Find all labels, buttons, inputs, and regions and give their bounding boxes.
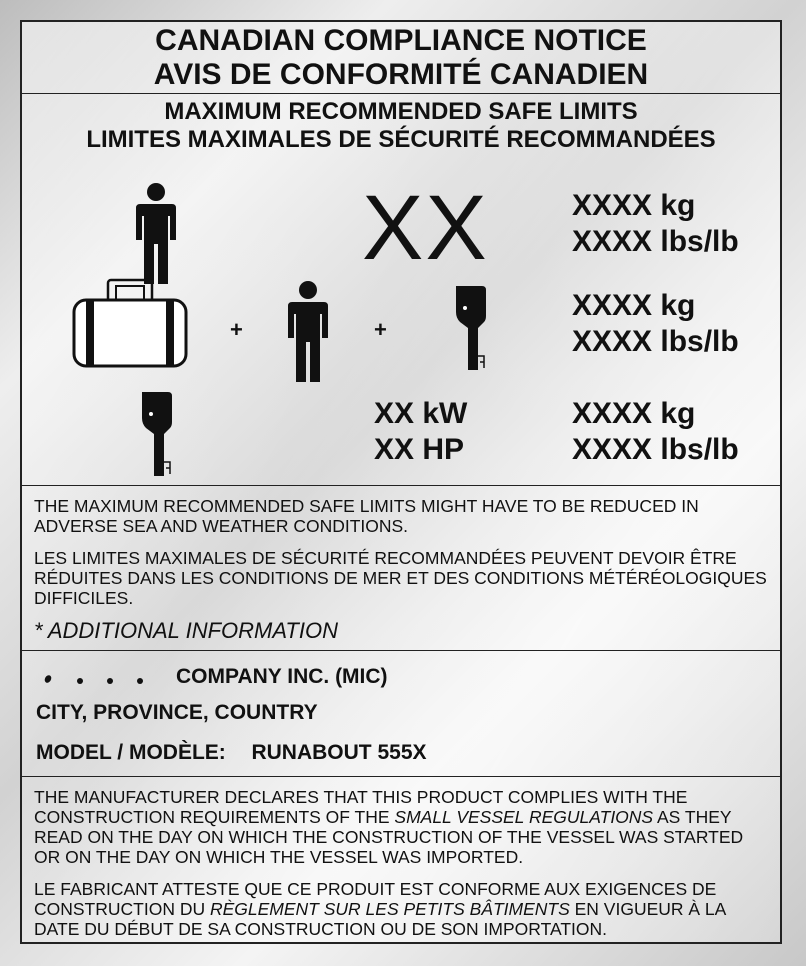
notes-section bbox=[22, 486, 780, 651]
limits-heading-english: MAXIMUM RECOMMENDED SAFE LIMITS bbox=[164, 98, 638, 125]
compliance-plate bbox=[20, 20, 782, 944]
company-logo-dots bbox=[38, 665, 148, 687]
title-section bbox=[22, 22, 780, 94]
persons-weight-lbs: XXXX lbs/lb bbox=[572, 225, 739, 258]
note-english: THE MAXIMUM RECOMMENDED SAFE LIMITS MIGHT HAVE TO BE REDUCED IN ADVERSE SEA AND WEATHER CONDITIONS. bbox=[34, 496, 699, 536]
engine-weight-lbs: XXXX lbs/lb bbox=[572, 433, 739, 466]
declaration-section bbox=[22, 777, 780, 946]
persons-weight-kg: XXXX kg bbox=[572, 189, 696, 222]
outboard-engine-icon bbox=[140, 390, 176, 480]
model-value: RUNABOUT 555X bbox=[251, 741, 427, 764]
total-load-kg: XXXX kg bbox=[572, 289, 696, 322]
plus-sign-1: + bbox=[230, 317, 243, 342]
declaration-french: LE FABRICANT ATTESTE QUE CE PRODUIT EST CONFORME AUX EXIGENCES DE CONSTRUCTION DU RÈGLEMENT SUR LES PETITS BÂTIMENTS EN VIGUEUR À LA DATE DU DÉBUT DE SA CONSTRUCTION OU DE SON IMPORTATION. bbox=[34, 879, 726, 939]
additional-information: * ADDITIONAL INFORMATION bbox=[34, 618, 338, 643]
luggage-icon bbox=[72, 278, 188, 368]
declaration-english: THE MANUFACTURER DECLARES THAT THIS PRODUCT COMPLIES WITH THE CONSTRUCTION REQUIREMENTS OF THE SMALL VESSEL REGULATIONS AS THEY READ ON THE DAY ON WHICH THE CONSTRUCTION OF THE VESSEL WAS STARTED OR ON THE DAY ON WHICH THE VESSEL WAS IMPORTED. bbox=[34, 787, 744, 867]
regulation-name-french: RÈGLEMENT SUR LES PETITS BÂTIMENTS bbox=[209, 899, 570, 919]
model-row bbox=[36, 741, 427, 765]
engine-power-hp: XX HP bbox=[374, 433, 465, 466]
limits-heading-french: LIMITES MAXIMALES DE SÉCURITÉ RECOMMANDÉES bbox=[86, 126, 716, 153]
company-name: COMPANY INC. (MIC) bbox=[176, 665, 388, 688]
max-persons-count: XX bbox=[362, 177, 489, 279]
engine-weight-kg: XXXX kg bbox=[572, 397, 696, 430]
engine-power-kw: XX kW bbox=[374, 397, 468, 430]
company-location: CITY, PROVINCE, COUNTRY bbox=[36, 701, 318, 724]
plus-sign-2: + bbox=[374, 317, 387, 342]
total-load-lbs: XXXX lbs/lb bbox=[572, 325, 739, 358]
title-english: CANADIAN COMPLIANCE NOTICE bbox=[155, 24, 647, 57]
model-label: MODEL / MODÈLE: bbox=[36, 741, 226, 764]
outboard-engine-icon bbox=[454, 284, 490, 374]
title-french: AVIS DE CONFORMITÉ CANADIEN bbox=[153, 58, 649, 91]
limits-section bbox=[22, 94, 780, 486]
regulation-name-english: SMALL VESSEL REGULATIONS bbox=[394, 807, 654, 827]
person-icon bbox=[134, 182, 178, 286]
note-french: LES LIMITES MAXIMALES DE SÉCURITÉ RECOMMANDÉES PEUVENT DEVOIR ÊTRE RÉDUITES DANS LES CONDITIONS DE MER ET DES CONDITIONS MÉTÉRÉOLOGIQUES DIFFICILES. bbox=[34, 548, 767, 608]
person-icon bbox=[286, 280, 330, 384]
manufacturer-section bbox=[22, 651, 780, 777]
